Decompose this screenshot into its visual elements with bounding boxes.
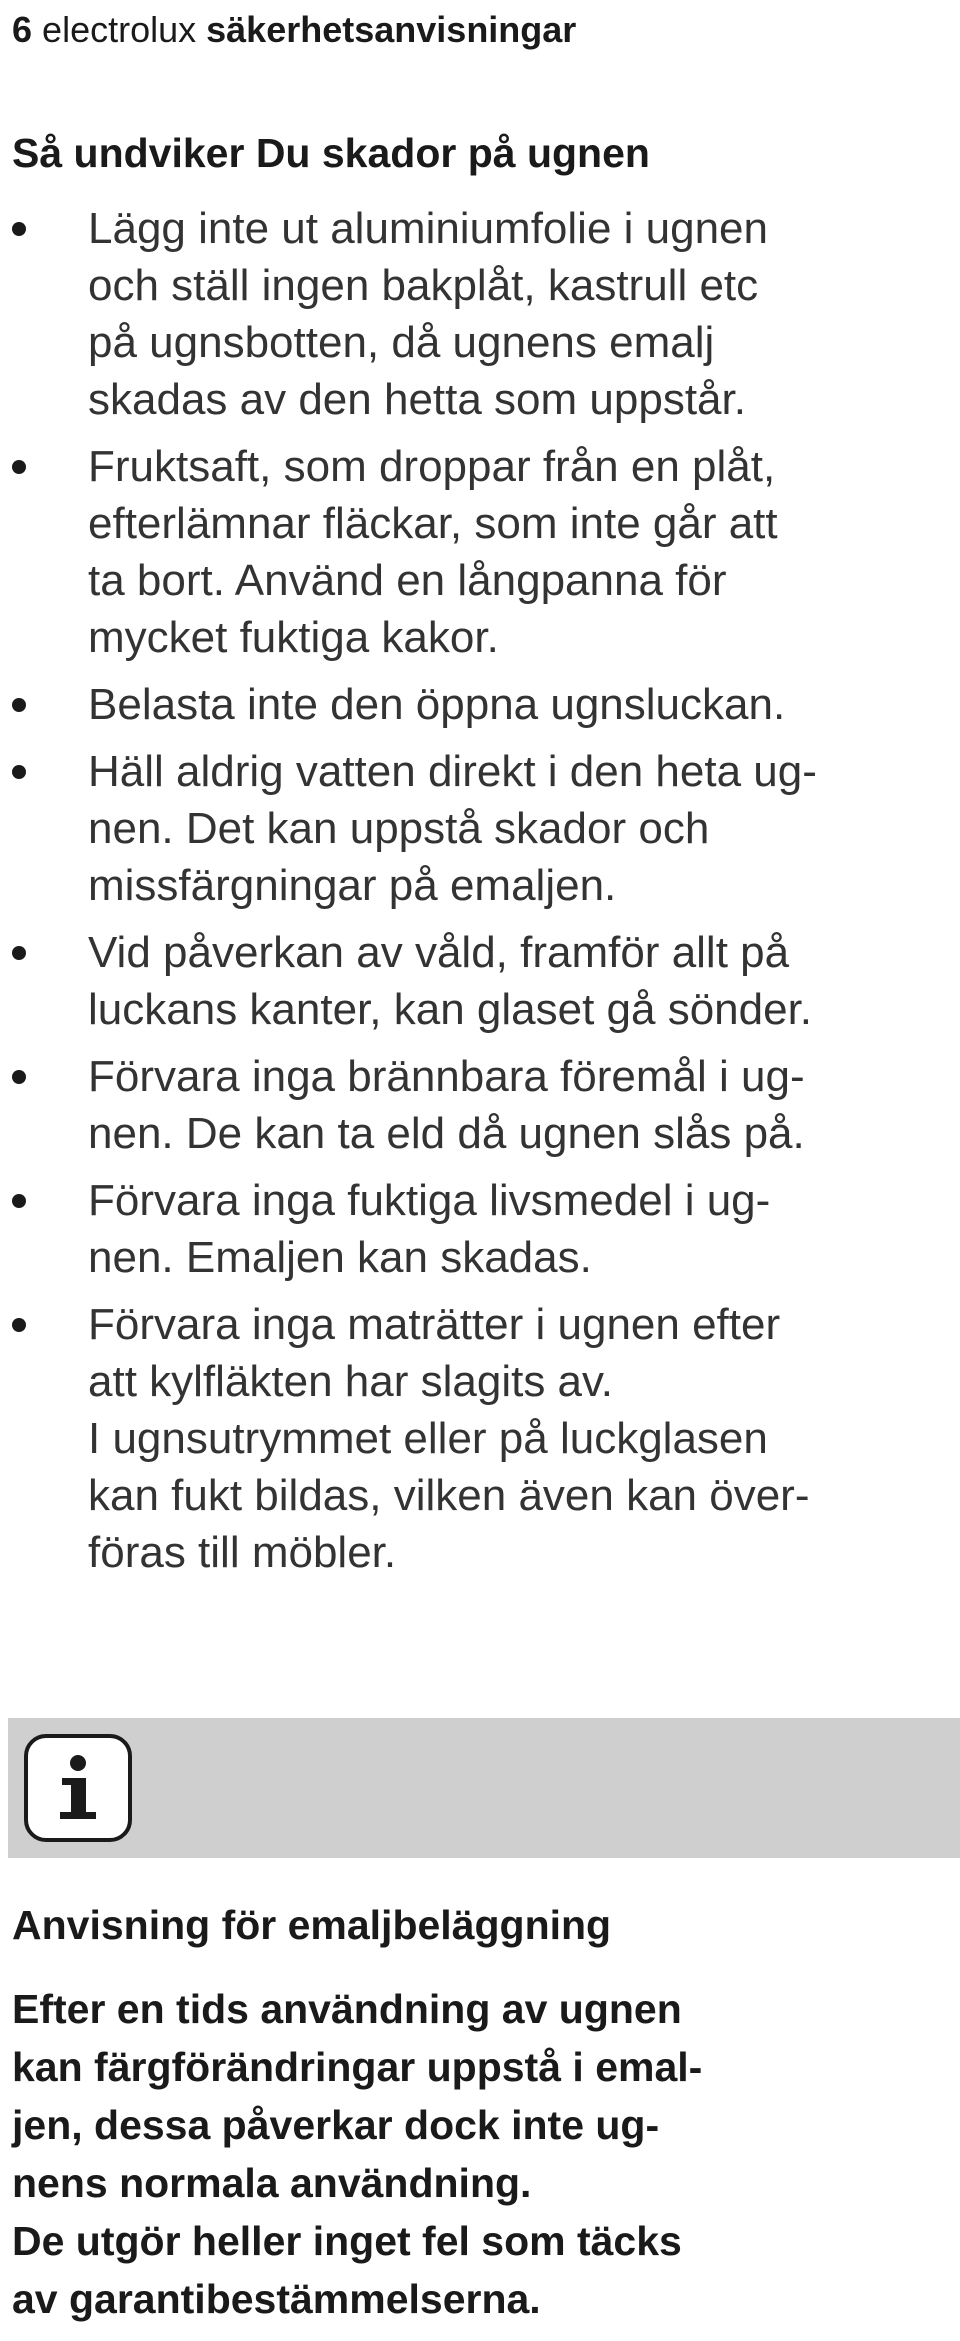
list-item-text: Förvara inga brännbara föremål i ug- nen. De kan ta eld då ugnen slås på. (88, 1052, 805, 1158)
list-item-text: Lägg inte ut aluminiumfolie i ugnen och ställ ingen bakplåt, kastrull etc på ugnsbotten, då ugnens emalj skadas av den hetta som uppstår. (88, 204, 769, 424)
brand-name: electrolux (42, 9, 197, 50)
section-heading: Så undviker Du skador på ugnen (12, 130, 650, 176)
page-number: 6 (12, 9, 33, 50)
bullet-icon (12, 1194, 26, 1208)
list-item-text: Fruktsaft, som droppar från en plåt, efterlämnar fläckar, som inte går att ta bort. Använd en långpanna för mycket fuktiga kakor. (88, 442, 778, 662)
bullet-icon (12, 698, 26, 712)
list-item-text: Förvara inga fuktiga livsmedel i ug- nen. Emaljen kan skadas. (88, 1176, 771, 1282)
list-item (0, 1296, 960, 1581)
info-bar (8, 1718, 960, 1858)
list-item (0, 1048, 960, 1162)
bullet-icon (12, 460, 26, 474)
note-heading: Anvisning för emaljbeläggning (12, 1902, 612, 1948)
bullet-icon (12, 946, 26, 960)
bullet-icon (12, 765, 26, 779)
info-icon (24, 1734, 132, 1842)
list-item (0, 676, 960, 733)
list-item-text: Belasta inte den öppna ugnsluckan. (88, 680, 786, 729)
list-item-text: Vid påverkan av våld, framför allt på luckans kanter, kan glaset gå sönder. (88, 928, 813, 1034)
bullet-icon (12, 1318, 26, 1332)
list-item-text: Häll aldrig vatten direkt i den heta ug- nen. Det kan uppstå skador och missfärgningar på emaljen. (88, 747, 817, 910)
section-name: säkerhetsanvisningar (206, 9, 577, 50)
list-item-text: Förvara inga maträtter i ugnen efter att kylfläkten har slagits av. I ugnsutrymmet eller på luckglasen kan fukt bildas, vilken även kan över- föras till möbler. (88, 1300, 810, 1577)
note-body: Efter en tids användning av ugnen kan färgförändringar uppstå i emal- jen, dessa påverkar dock inte ug- nens normala användning. De utgör heller inget fel som täcks av garantibestämmelserna. (12, 1986, 703, 2322)
list-item (0, 200, 960, 428)
bullet-icon (12, 222, 26, 236)
bullet-icon (12, 1070, 26, 1084)
list-item (0, 743, 960, 914)
safety-bullet-list (0, 200, 960, 1591)
running-header (12, 8, 576, 52)
list-item (0, 924, 960, 1038)
list-item (0, 438, 960, 666)
list-item (0, 1172, 960, 1286)
